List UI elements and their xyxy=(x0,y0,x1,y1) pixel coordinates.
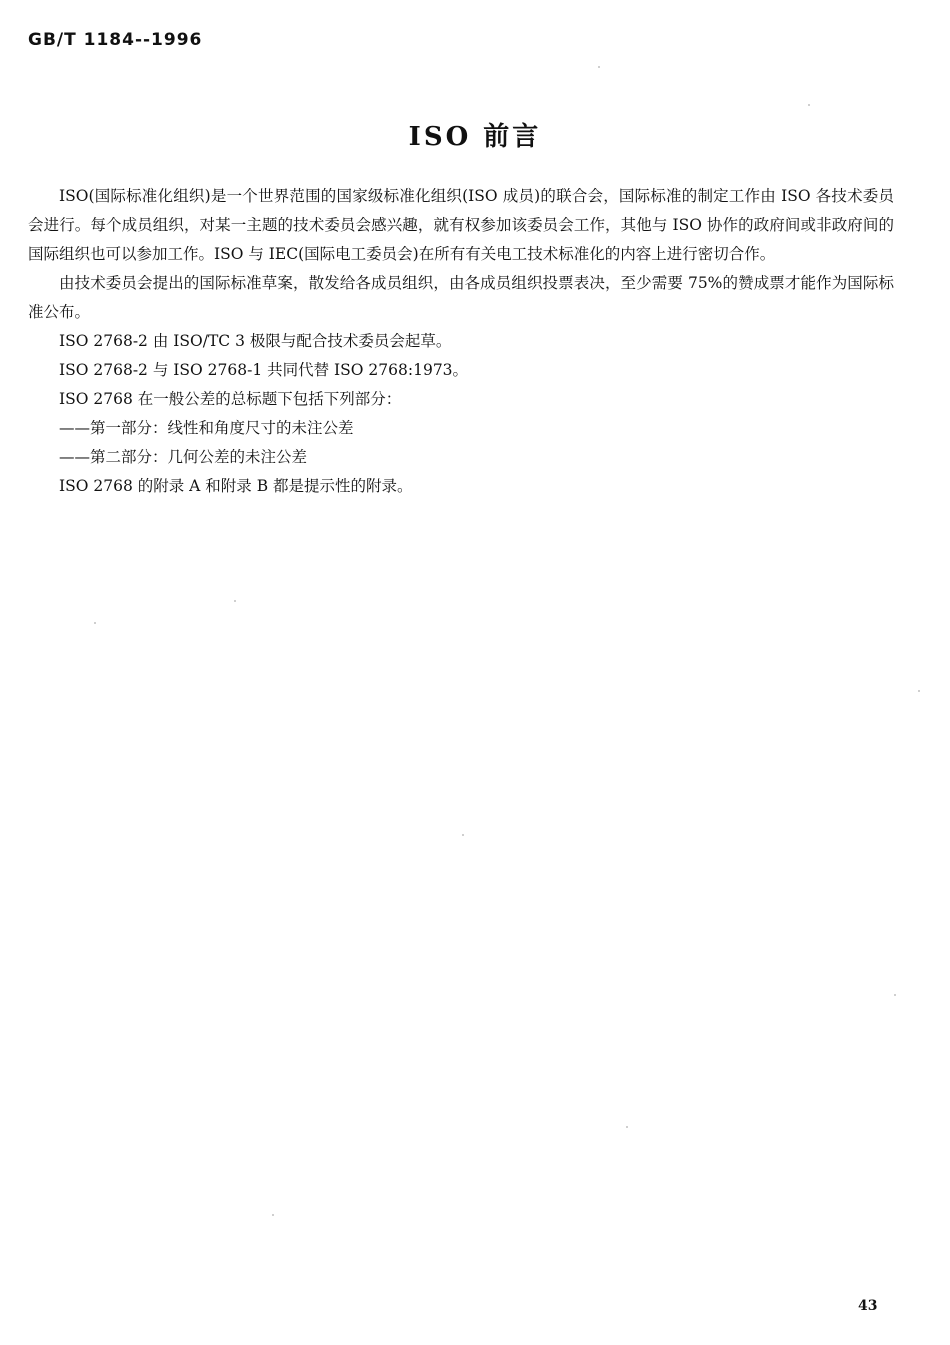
scan-speck xyxy=(272,1214,274,1216)
scan-speck xyxy=(894,994,896,996)
list-item-part-1: ——第一部分：线性和角度尺寸的未注公差 xyxy=(59,419,354,437)
scan-speck xyxy=(626,1126,628,1128)
list-item-part-2: ——第二部分：几何公差的未注公差 xyxy=(59,448,308,466)
paragraph-iso-intro: ISO(国际标准化组织)是一个世界范围的国家级标准化组织(ISO 成员)的联合会，国际标准的制定工作由 ISO 各技术委员会进行。每个成员组织，对某一主题的技术委员会感兴趣，就有权参加该委员会工作，其他与 ISO 协作的政府间或非政府间的国际组织也可以参加工作。ISO 与 IEC(国际电工委员会)在所有有关电工技术标准化的内容上进行密切合作。 xyxy=(28,187,894,263)
body-text xyxy=(28,182,894,501)
scan-speck xyxy=(808,104,810,106)
paragraph-drafted-by: ISO 2768-2 由 ISO/TC 3 极限与配合技术委员会起草。 xyxy=(59,332,452,350)
scan-speck xyxy=(234,600,236,602)
paragraph-replaces: ISO 2768-2 与 ISO 2768-1 共同代替 ISO 2768:1973。 xyxy=(59,361,469,379)
scan-speck xyxy=(462,834,464,836)
scan-speck xyxy=(598,66,600,68)
paragraph-parts-intro: ISO 2768 在一般公差的总标题下包括下列部分： xyxy=(59,390,402,408)
page-title: ISO 前言 xyxy=(408,122,542,152)
standard-code: GB/T 1184--1996 xyxy=(28,30,203,50)
scan-speck xyxy=(94,622,96,624)
scan-speck xyxy=(918,690,920,692)
page-number: 43 xyxy=(858,1298,878,1314)
paragraph-voting: 由技术委员会提出的国际标准草案，散发给各成员组织，由各成员组织投票表决，至少需要 75%的赞成票才能作为国际标准公布。 xyxy=(28,274,894,321)
paragraph-annexes: ISO 2768 的附录 A 和附录 B 都是提示性的附录。 xyxy=(59,477,413,495)
